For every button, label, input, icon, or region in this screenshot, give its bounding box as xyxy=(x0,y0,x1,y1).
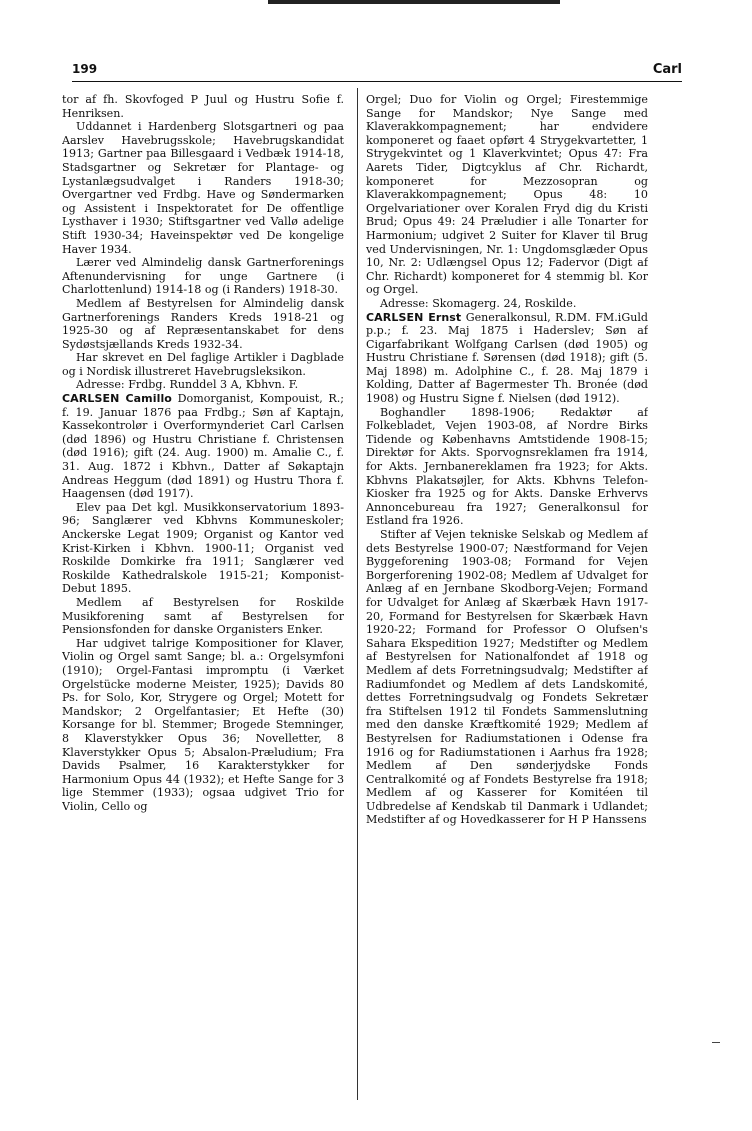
career-paragraph: Elev paa Det kgl. Musikkonservatorium 1893-96; Sanglærer ved Kbhvns Kommuneskoler; Anckerske Legat 1909; Organist og Kantor ved Krist-Kirken i Kbhvn. 1900-11; Organist ved Roskilde Domkirke fra 1911; Sanglærer ved Roskilde Kathedralskole 1915-21; Komponist-Debut 1895. xyxy=(62,500,344,596)
address-paragraph: Adresse: Frdbg. Runddel 3 A, Kbhvn. F. xyxy=(76,378,299,392)
entry-carlsen-camillo xyxy=(62,392,344,501)
writings-paragraph: Har skrevet en Del faglige Artikler i Dagblade og i Nordisk illustreret Havebrugsleksikon. xyxy=(62,351,344,378)
board-paragraph: Medlem af Bestyrelsen for Roskilde Musikforening samt af Bestyrelsen for Pensionsfonden for danske Organisters Enker. xyxy=(62,595,344,637)
career-paragraph: Boghandler 1898-1906; Redaktør af Folkebladet, Vejen 1903-08, af Nordre Birks Tidende og Københavns Amtstidende 1908-15; Direktør for Akts. Sporvognsreklamen fra 1914, for Akts. Jernbanereklamen fra 1923; for Akts. Kbhvns Plakatsøjler, for Akts. Kbhvns Telefon-Kiosker fra 1925 og for Akts. Danske Erhvervs Annoncebureau fra 1927; Generalkonsul for Estland fra 1926. xyxy=(366,405,648,528)
left-column xyxy=(62,93,344,1103)
entry-carlsen-ernst xyxy=(366,311,648,406)
entry-name: CARLSEN Camillo xyxy=(62,392,172,406)
margin-mark xyxy=(712,1042,720,1043)
right-column xyxy=(366,93,648,1103)
works-paragraph: Har udgivet talrige Kompositioner for Klaver, Violin og Orgel samt Sange; bl. a.: Orgelsymfoni (1910); Orgel-Fantasi impromptu (i Værket Orgelstücke moderne Meister, 1925); Davids 80 Ps. for Solo, Kor, Strygere og Orgel; Motett for Mandskor; 2 Orgelfantasier; Et Hefte (30) Korsange for bl. Stemmer; Brogede Stemninger, 8 Klaverstykker Opus 36; Novelletter, 8 Klaverstykker Opus 5; Absalon-Præludium; Fra Davids Psalmer, 16 Karakterstykker for Harmonium Opus 44 (1932); et Hefte Sange for 3 lige Stemmer (1933); ogsaa udgivet Trio for Violin, Cello og xyxy=(62,636,344,813)
entry-name: CARLSEN Ernst xyxy=(366,310,462,324)
page-number: 199 xyxy=(72,62,98,76)
works-continuation: Orgel; Duo for Violin og Orgel; Firestemmige Sange for Mandskor; Nye Sange med Klaverakkompagnement; har endvidere komponeret og faaet opført 4 Strygekvartetter, 1 Strygekvintet og 1 Klaverkvintet; Opus 47: Fra Aarets Tider, Digtcyklus af Chr. Richardt, komponeret for Mezzosopran og Klaverakkompagnement; Opus 48: 10 Orgelvariationer over Koralen Fryd dig du Kristi Brud; Opus 49: 24 Præludier i alle Tonarter for Harmonium; udgivet 2 Suiter for Klaver til Brug ved Undervisningen, Nr. 1: Ungdomsglæder Opus 10, Nr. 2: Udlængsel Opus 12; Fadervor (Digt af Chr. Richardt) komponeret for 4 stemmig bl. Kor og Orgel. xyxy=(366,93,648,297)
board-paragraph: Medlem af Bestyrelsen for Almindelig dansk Gartnerforenings Randers Kreds 1918-21 og 1925-30 og af Repræsentanskabet for dens Sydøstsjællands Kreds 1932-34. xyxy=(62,296,344,351)
address-paragraph: Adresse: Skomagerg. 24, Roskilde. xyxy=(380,296,577,310)
memberships-paragraph: Stifter af Vejen tekniske Selskab og Medlem af dets Bestyrelse 1900-07; Næstformand for Vejen Byggeforening 1903-08; Formand for Vejen Borgerforening 1902-08; Medlem af Udvalget for Anlæg af en Jernbane Skodborg-Vejen; Formand for Udvalget for Anlæg af Skærbæk Havn 1917-20, Formand for Bestyrelsen for Skærbæk Havn 1920-22; Formand for Professor O Olufsen's Sahara Ekspedition 1927; Medstifter og Medlem af Bestyrelsen for Nationalfondet af 1918 og Medlem af dets Forretningsudvalg; Medstifter af Radiumfondet og Medlem af dets Landskomité, dettes Forretningsudvalg og Fondets Sekretær fra Stiftelsen 1912 til Fondets Sammenslutning med den danske Kræftkomité 1929; Medlem af Bestyrelsen for Radiumstationen i Odense fra 1916 og for Radiumstationen i Aarhus fra 1928; Medlem af Den sønderjydske Fonds Centralkomité og af Fondets Bestyrelse fra 1918; Medlem af og Kasserer for Komitéen til Udbredelse af Kendskab til Danmark i Udlandet; Medstifter af og Hovedkasserer for H P Hanssens xyxy=(366,528,648,827)
column-divider xyxy=(357,88,358,1100)
scan-edge-mark xyxy=(268,0,560,4)
education-paragraph: Uddannet i Hardenberg Slotsgartneri og paa Aarslev Havebrugsskole; Havebrugskandidat 1913; Gartner paa Billesgaard i Vedbæk 1914-18, Stadsgartner og Sekretær for Plantage- og Lystanlægsudvalget i Randers 1918-30; Overgartner ved Frdbg. Have og Søndermarken og Assistent i Inspektoratet for De offentlige Lysthaver i 1930; Stiftsgartner ved Vallø adelige Stift 1930-34; Haveinspektør ved De kongelige Haver 1934. xyxy=(62,120,344,256)
running-head: Carl xyxy=(652,62,682,77)
header-rule xyxy=(72,81,682,82)
continued-paragraph: tor af fh. Skovfoged P Juul og Hustru Sofie f. Henriksen. xyxy=(62,93,344,120)
teaching-paragraph: Lærer ved Almindelig dansk Gartnerforenings Aftenundervisning for unge Gartnere (i Charlottenlund) 1914-18 og (i Randers) 1918-30. xyxy=(62,256,344,297)
entry-intro: Generalkonsul, R.DM. FM.iGuld p.p.; f. 23. Maj 1875 i Haderslev; Søn af Cigarfabrikant Wolfgang Carlsen (død 1905) og Hustru Christiane f. Sørensen (død 1918); gift (5. Maj 1898) m. Adolphine C., f. 28. Maj 1879 i Kolding, Datter af Bagermester Th. Bronée (død 1908) og Hustru Signe f. Nielsen (død 1912). xyxy=(366,310,648,406)
entry-intro: Domorganist, Kompouist, R.; f. 19. Januar 1876 paa Frdbg.; Søn af Kaptajn, Kassekontrolør i Overformynderiet Carl Carlsen (død 1896) og Hustru Christiane f. Christensen (død 1916); gift (24. Aug. 1900) m. Amalie C., f. 31. Aug. 1872 i Kbhvn., Datter af Søkaptajn Andreas Heggum (død 1891) og Hustru Thora f. Haagensen (død 1917). xyxy=(62,392,344,501)
